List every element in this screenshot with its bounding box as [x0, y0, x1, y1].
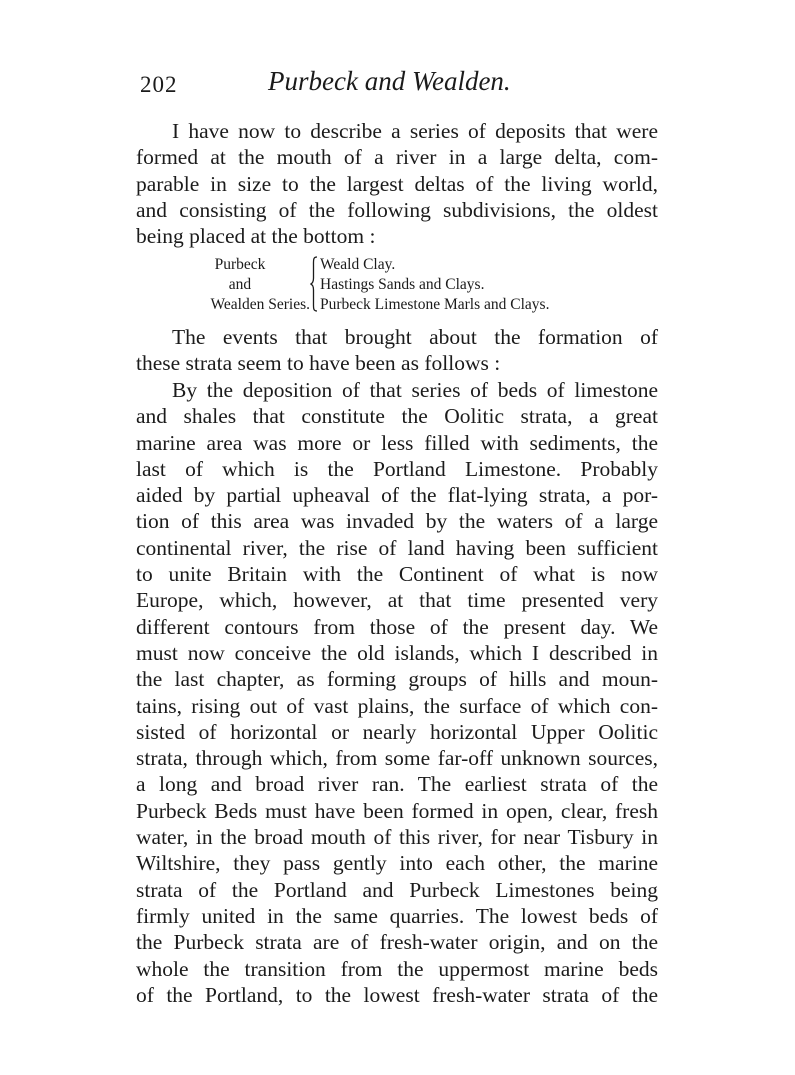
text-line: I have now to describe a series of deposits that were [172, 119, 658, 143]
text-line: to unite Britain with the Continent of what is now [136, 562, 658, 587]
text-line: and shales that constitute the Oolitic strata, a great [136, 404, 658, 429]
text-line: and consisting of the following subdivisions, the oldest [136, 197, 658, 222]
text-line: must now conceive the old islands, which I described in [136, 640, 658, 665]
text-line: marine area was more or less filled with sediments, the [136, 430, 658, 455]
text-line: tains, rising out of vast plains, the surface of which con- [136, 693, 658, 718]
text-line: aided by partial upheaval of the flat-lying strata, a por- [136, 483, 658, 508]
text-line: these strata seem to have been as follows : [136, 351, 501, 376]
subdivision-item: Weald Clay. [320, 256, 396, 273]
text-line: sisted of horizontal or nearly horizontal Upper Oolitic [136, 719, 658, 744]
text-line: Europe, which, however, at that time presented very [136, 588, 658, 613]
text-line: Wiltshire, they pass gently into each other, the marine [136, 851, 658, 876]
paragraph-events [136, 324, 658, 377]
text-line: different contours from those of the present day. We [136, 614, 658, 639]
group-label-line: and [228, 276, 252, 293]
text-line: firmly united in the same quarries. The lowest beds of [136, 903, 658, 928]
text-line: By the deposition of that series of beds of limestone [172, 378, 658, 402]
subdivisions-table [170, 255, 630, 317]
paragraph-deposition [136, 377, 658, 1008]
subdivision-item: Hastings Sands and Clays. [320, 276, 485, 293]
text-line: parable in size to the largest deltas of the living world, [136, 171, 658, 196]
subdivision-item: Purbeck Limestone Marls and Clays. [320, 296, 550, 313]
text-line: the Purbeck strata are of fresh-water origin, and on the [136, 930, 658, 955]
text-line: Purbeck Beds must have been formed in open, clear, fresh [136, 798, 658, 823]
text-line: formed at the mouth of a river in a large delta, com- [136, 145, 658, 170]
subdivisions-group-label [170, 255, 310, 315]
text-line: strata, through which, from some far-off unknown sources, [136, 746, 658, 771]
subdivisions-list [320, 255, 549, 315]
text-line: being placed at the bottom : [136, 224, 376, 249]
text-line: tion of this area was invaded by the waters of a large [136, 509, 658, 534]
curly-brace-icon [310, 256, 318, 312]
text-line: The events that brought about the formation of [172, 325, 658, 349]
group-label-line: Purbeck [214, 256, 266, 273]
group-label-line: Wealden Series. [210, 296, 310, 313]
text-line: last of which is the Portland Limestone. Probably [136, 456, 658, 481]
paragraph-intro [136, 118, 658, 249]
text-line: whole the transition from the uppermost marine beds [136, 956, 658, 981]
text-line: strata of the Portland and Purbeck Limestones being [136, 877, 658, 902]
running-title: Purbeck and Wealden. [268, 66, 511, 96]
text-line: of the Portland, to the lowest fresh-water strata of the [136, 982, 658, 1007]
page-number: 202 [140, 72, 178, 97]
text-line: the last chapter, as forming groups of hills and moun- [136, 667, 658, 692]
text-line: a long and broad river ran. The earliest strata of the [136, 772, 658, 797]
text-line: continental river, the rise of land having been sufficient [136, 535, 658, 560]
text-line: water, in the broad mouth of this river, for near Tisbury in [136, 825, 658, 850]
